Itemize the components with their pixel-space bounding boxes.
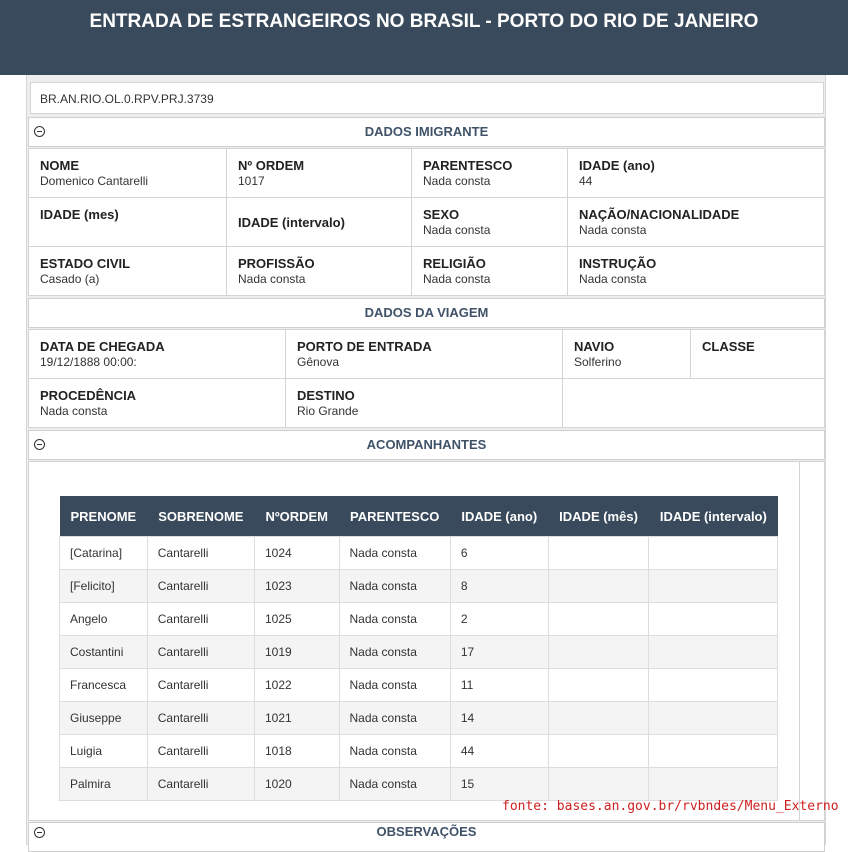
table-cell: Nada consta: [339, 636, 450, 669]
table-cell: [649, 603, 778, 636]
field-nacionalidade: [568, 198, 824, 247]
field-value: 19/12/1888 00:00:: [40, 355, 137, 369]
field-label: RELIGIÃO: [423, 256, 486, 271]
table-cell: Cantarelli: [147, 669, 254, 702]
column-header[interactable]: IDADE (mês): [548, 496, 649, 537]
table-cell: 1019: [254, 636, 339, 669]
table-cell: Cantarelli: [147, 702, 254, 735]
field-navio: [563, 330, 691, 379]
table-cell: 1022: [254, 669, 339, 702]
field-destino: [286, 379, 563, 427]
table-cell: [548, 603, 649, 636]
field-label: Nº ORDEM: [238, 158, 305, 173]
table-cell: Nada consta: [339, 603, 450, 636]
table-cell: Nada consta: [339, 570, 450, 603]
field-label: IDADE (mes): [40, 207, 119, 222]
table-cell: Francesca: [60, 669, 148, 702]
table-cell: [548, 735, 649, 768]
field-value: Nada consta: [579, 272, 647, 286]
table-cell: 2: [450, 603, 548, 636]
table-cell: [649, 669, 778, 702]
table-row[interactable]: [60, 570, 778, 603]
viagem-grid: [28, 329, 825, 428]
field-value: Nada consta: [579, 223, 647, 237]
field-nome: [29, 149, 227, 198]
table-cell: 1023: [254, 570, 339, 603]
field-parentesco: [412, 149, 568, 198]
field-label: PROCEDÊNCIA: [40, 388, 137, 403]
table-cell: [548, 768, 649, 801]
field-value: Rio Grande: [297, 404, 359, 418]
table-header-row: [60, 496, 778, 537]
table-cell: Nada consta: [339, 669, 450, 702]
table-cell: [649, 702, 778, 735]
field-idade-ano: [568, 149, 824, 198]
record-code: BR.AN.RIO.OL.0.RPV.PRJ.3739: [30, 82, 824, 114]
table-cell: Giuseppe: [60, 702, 148, 735]
table-cell: 1021: [254, 702, 339, 735]
field-profissao: [227, 247, 412, 295]
field-label: PARENTESCO: [423, 158, 513, 173]
page-header: [0, 0, 848, 75]
field-value: 44: [579, 174, 593, 188]
table-cell: [548, 537, 649, 570]
table-row[interactable]: [60, 636, 778, 669]
table-cell: [548, 669, 649, 702]
field-porto-entrada: [286, 330, 563, 379]
field-value: Nada consta: [423, 223, 491, 237]
field-label: DESTINO: [297, 388, 355, 403]
table-cell: Costantini: [60, 636, 148, 669]
field-label: NOME: [40, 158, 79, 173]
table-cell: [649, 570, 778, 603]
page-title: ENTRADA DE ESTRANGEIROS NO BRASIL - PORTO DO RIO DE JANEIRO: [89, 11, 759, 32]
table-cell: Cantarelli: [147, 735, 254, 768]
field-data-chegada: [29, 330, 286, 379]
table-cell: Nada consta: [339, 735, 450, 768]
table-cell: 1020: [254, 768, 339, 801]
field-idade-mes: [29, 198, 227, 247]
table-cell: 15: [450, 768, 548, 801]
table-cell: Palmira: [60, 768, 148, 801]
collapse-icon[interactable]: [34, 126, 45, 137]
field-value: Nada consta: [423, 272, 491, 286]
table-cell: [Catarina]: [60, 537, 148, 570]
field-estado-civil: [29, 247, 227, 295]
table-cell: [649, 537, 778, 570]
table-cell: 1024: [254, 537, 339, 570]
field-label: SEXO: [423, 207, 460, 222]
column-header[interactable]: PARENTESCO: [339, 496, 450, 537]
table-cell: 14: [450, 702, 548, 735]
section-header-acompanhantes[interactable]: [28, 430, 825, 460]
table-cell: 11: [450, 669, 548, 702]
table-cell: Cantarelli: [147, 570, 254, 603]
table-cell: Angelo: [60, 603, 148, 636]
field-value: Nada consta: [423, 174, 491, 188]
table-cell: [649, 768, 778, 801]
table-cell: [548, 702, 649, 735]
column-header[interactable]: IDADE (ano): [450, 496, 548, 537]
acompanhantes-table: [59, 496, 778, 801]
field-value: 1017: [238, 174, 265, 188]
section-header-viagem[interactable]: [28, 298, 825, 328]
field-label: NAÇÃO/NACIONALIDADE: [579, 207, 740, 222]
table-cell: 1025: [254, 603, 339, 636]
field-value: Nada consta: [40, 404, 108, 418]
table-row[interactable]: [60, 702, 778, 735]
field-value: Gênova: [297, 355, 340, 369]
section-title-acompanhantes: ACOMPANHANTES: [366, 437, 487, 452]
table-cell: Cantarelli: [147, 768, 254, 801]
section-title-observacoes: OBSERVAÇÕES: [376, 824, 477, 839]
field-label: IDADE (ano): [579, 158, 655, 173]
table-cell: 17: [450, 636, 548, 669]
table-cell: 6: [450, 537, 548, 570]
table-cell: 1018: [254, 735, 339, 768]
field-instrucao: [568, 247, 824, 295]
field-value: Solferino: [574, 355, 622, 369]
column-header[interactable]: NºORDEM: [254, 496, 339, 537]
field-label: IDADE (intervalo): [238, 215, 345, 230]
table-row[interactable]: [60, 669, 778, 702]
table-cell: Cantarelli: [147, 603, 254, 636]
table-row[interactable]: [60, 537, 778, 570]
field-ordem: [227, 149, 412, 198]
field-value: Domenico Cantarelli: [40, 174, 149, 188]
field-label: CLASSE: [702, 339, 755, 354]
field-religiao: [412, 247, 568, 295]
table-cell: Cantarelli: [147, 636, 254, 669]
table-row[interactable]: [60, 768, 778, 801]
table-row[interactable]: [60, 735, 778, 768]
field-label: ESTADO CIVIL: [40, 256, 131, 271]
column-header[interactable]: PRENOME: [60, 496, 148, 537]
table-cell: [649, 636, 778, 669]
field-idade-intervalo: [227, 198, 412, 247]
table-cell: 8: [450, 570, 548, 603]
field-procedencia: [29, 379, 286, 427]
section-header-imigrante[interactable]: [28, 117, 825, 147]
table-cell: Nada consta: [339, 537, 450, 570]
field-value: Casado (a): [40, 272, 100, 286]
field-label: PROFISSÃO: [238, 256, 315, 271]
table-cell: [548, 570, 649, 603]
imigrante-grid: [28, 148, 825, 296]
table-row[interactable]: [60, 603, 778, 636]
field-value: Nada consta: [238, 272, 306, 286]
table-cell: Luigia: [60, 735, 148, 768]
table-cell: Nada consta: [339, 702, 450, 735]
field-label: INSTRUÇÃO: [579, 256, 657, 271]
section-title-imigrante: DADOS IMIGRANTE: [364, 124, 489, 139]
field-label: PORTO DE ENTRADA: [297, 339, 432, 354]
section-header-observacoes[interactable]: [28, 822, 825, 852]
field-label: NAVIO: [574, 339, 615, 354]
section-title-viagem: DADOS DA VIAGEM: [364, 305, 489, 320]
collapse-icon[interactable]: [34, 439, 45, 450]
table-cell: 44: [450, 735, 548, 768]
source-note: fonte: bases.an.gov.br/rvbndes/Menu_Externo: [502, 799, 839, 814]
table-cell: [649, 735, 778, 768]
table-cell: [548, 636, 649, 669]
field-classe: [691, 330, 824, 379]
field-sexo: [412, 198, 568, 247]
table-cell: [Felicito]: [60, 570, 148, 603]
column-header[interactable]: IDADE (intervalo): [649, 496, 778, 537]
column-header[interactable]: SOBRENOME: [147, 496, 254, 537]
table-cell: Cantarelli: [147, 537, 254, 570]
field-label: DATA DE CHEGADA: [40, 339, 165, 354]
table-cell: Nada consta: [339, 768, 450, 801]
